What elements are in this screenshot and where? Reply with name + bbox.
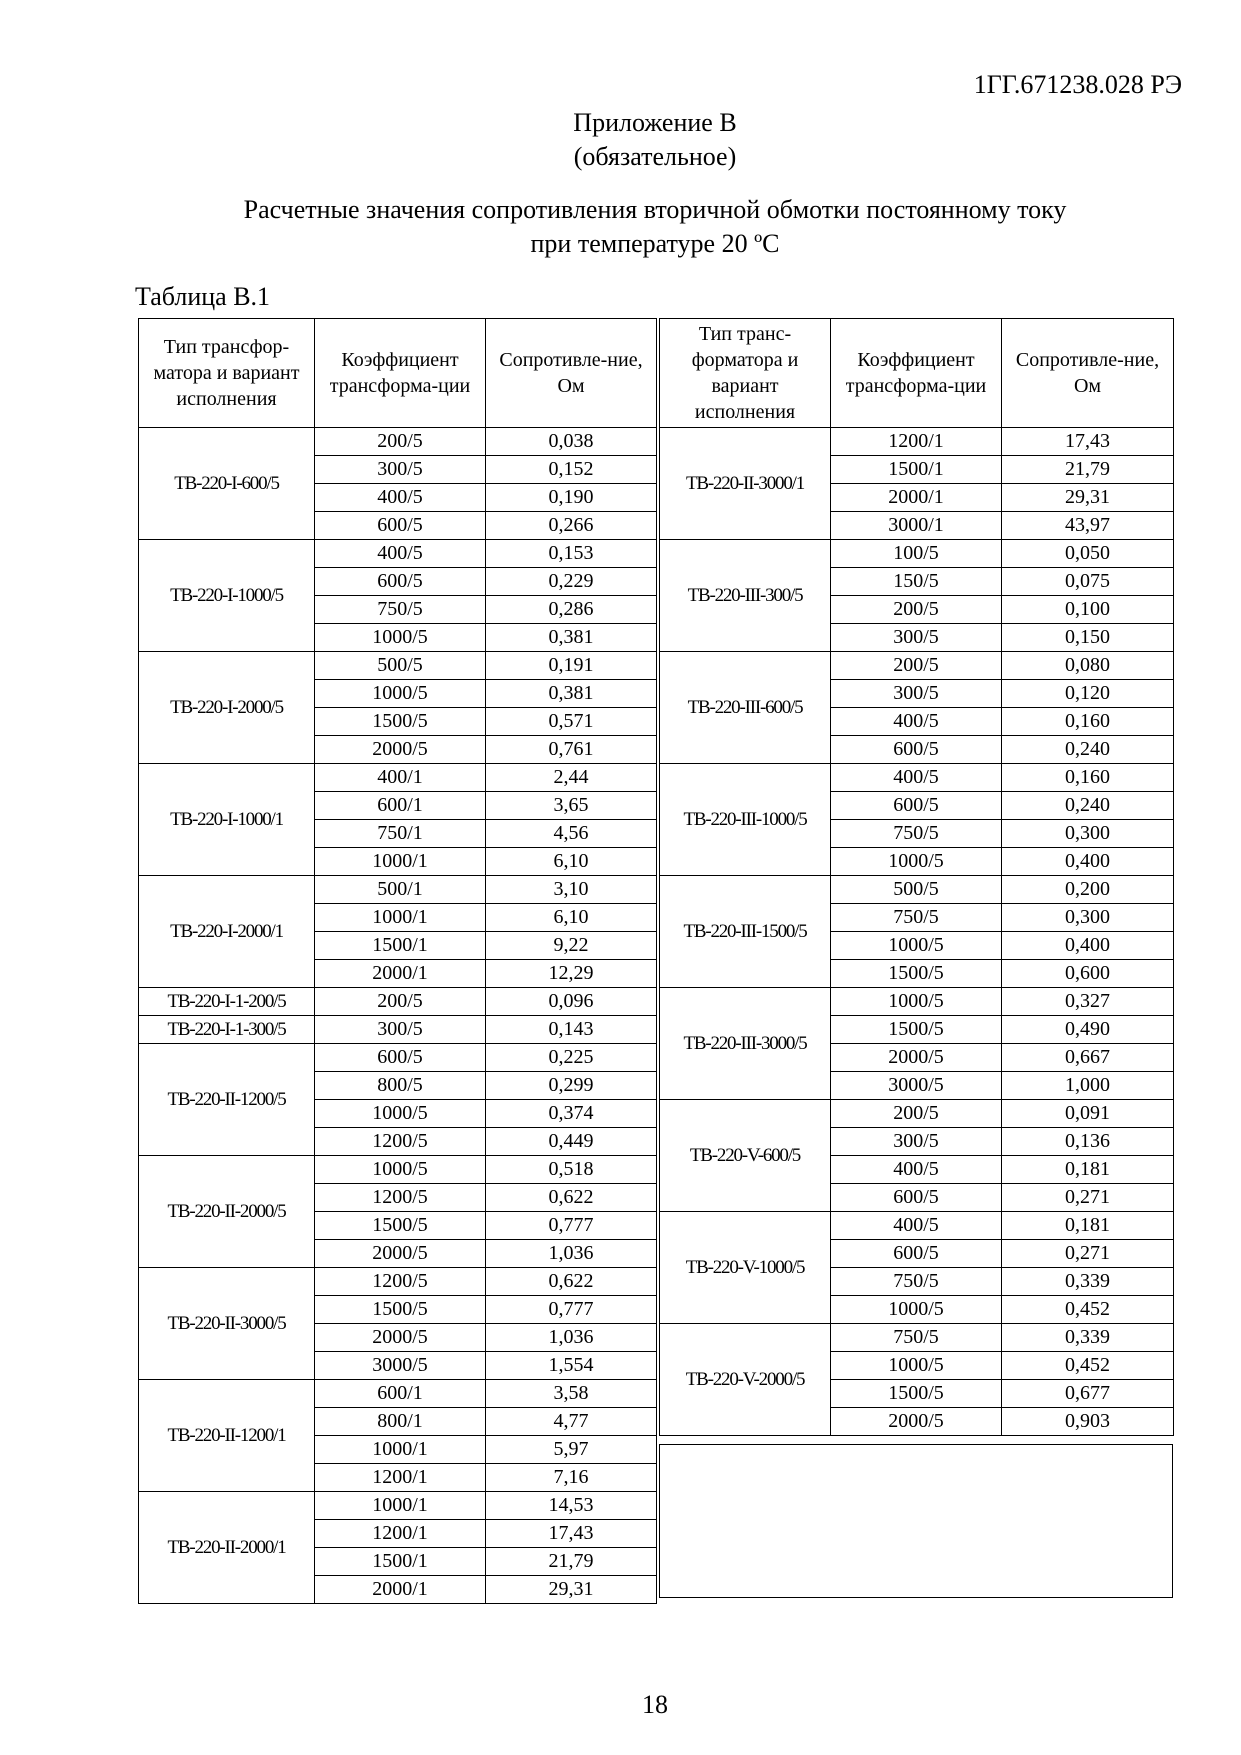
table-caption: Таблица В.1 bbox=[135, 282, 271, 311]
resistance-cell: 0,777 bbox=[486, 1212, 657, 1240]
transformer-type-cell: ТВ-220-II-3000/5 bbox=[139, 1268, 315, 1380]
resistance-cell: 0,225 bbox=[486, 1044, 657, 1072]
document-code: 1ГГ.671238.028 РЭ bbox=[973, 70, 1182, 99]
transformer-type-cell: ТВ-220-II-3000/1 bbox=[660, 428, 831, 540]
ratio-cell: 1200/5 bbox=[315, 1268, 486, 1296]
ratio-cell: 750/5 bbox=[831, 904, 1002, 932]
ratio-cell: 1200/5 bbox=[315, 1184, 486, 1212]
transformer-type-cell: ТВ-220-III-3000/5 bbox=[660, 988, 831, 1100]
resistance-cell: 4,56 bbox=[486, 820, 657, 848]
resistance-table-left bbox=[138, 318, 657, 1604]
ratio-cell: 600/5 bbox=[315, 1044, 486, 1072]
transformer-type-cell: ТВ-220-I-1000/1 bbox=[139, 764, 315, 876]
ratio-cell: 400/1 bbox=[315, 764, 486, 792]
resistance-cell: 0,622 bbox=[486, 1184, 657, 1212]
header-type: Тип транс-форматора и вариант исполнения bbox=[660, 319, 831, 428]
resistance-cell: 0,600 bbox=[1002, 960, 1174, 988]
table-row bbox=[660, 1100, 1174, 1128]
resistance-cell: 0,143 bbox=[486, 1016, 657, 1044]
ratio-cell: 800/5 bbox=[315, 1072, 486, 1100]
transformer-type-cell: ТВ-220-III-1000/5 bbox=[660, 764, 831, 876]
ratio-cell: 1000/5 bbox=[831, 1296, 1002, 1324]
resistance-cell: 3,10 bbox=[486, 876, 657, 904]
ratio-cell: 400/5 bbox=[315, 484, 486, 512]
resistance-cell: 0,299 bbox=[486, 1072, 657, 1100]
resistance-cell: 21,79 bbox=[1002, 456, 1174, 484]
transformer-type-cell: ТВ-220-III-600/5 bbox=[660, 652, 831, 764]
table-header-row bbox=[139, 319, 657, 428]
transformer-type-cell: ТВ-220-I-1-300/5 bbox=[139, 1016, 315, 1044]
resistance-cell: 1,036 bbox=[486, 1324, 657, 1352]
ratio-cell: 1200/1 bbox=[315, 1464, 486, 1492]
table-row bbox=[139, 1268, 657, 1296]
ratio-cell: 2000/5 bbox=[315, 1324, 486, 1352]
ratio-cell: 1500/5 bbox=[831, 1016, 1002, 1044]
resistance-cell: 3,58 bbox=[486, 1380, 657, 1408]
ratio-cell: 3000/1 bbox=[831, 512, 1002, 540]
resistance-cell: 0,761 bbox=[486, 736, 657, 764]
ratio-cell: 2000/1 bbox=[831, 484, 1002, 512]
header-ratio: Коэффициент трансформа-ции bbox=[831, 319, 1002, 428]
ratio-cell: 300/5 bbox=[315, 456, 486, 484]
resistance-cell: 6,10 bbox=[486, 848, 657, 876]
ratio-cell: 1000/5 bbox=[831, 848, 1002, 876]
resistance-cell: 0,449 bbox=[486, 1128, 657, 1156]
table-row bbox=[139, 1016, 657, 1044]
ratio-cell: 1000/5 bbox=[315, 1156, 486, 1184]
ratio-cell: 1200/5 bbox=[315, 1128, 486, 1156]
resistance-cell: 0,271 bbox=[1002, 1184, 1174, 1212]
table-body-left bbox=[139, 428, 657, 1604]
resistance-cell: 0,452 bbox=[1002, 1352, 1174, 1380]
ratio-cell: 3000/5 bbox=[315, 1352, 486, 1380]
resistance-cell: 5,97 bbox=[486, 1436, 657, 1464]
resistance-cell: 0,490 bbox=[1002, 1016, 1174, 1044]
ratio-cell: 1000/5 bbox=[315, 680, 486, 708]
ratio-cell: 1500/5 bbox=[315, 1212, 486, 1240]
ratio-cell: 1000/1 bbox=[315, 904, 486, 932]
ratio-cell: 3000/5 bbox=[831, 1072, 1002, 1100]
resistance-cell: 29,31 bbox=[1002, 484, 1174, 512]
ratio-cell: 1500/5 bbox=[315, 708, 486, 736]
resistance-cell: 0,903 bbox=[1002, 1408, 1174, 1436]
page-number: 18 bbox=[642, 1690, 668, 1719]
resistance-cell: 0,300 bbox=[1002, 820, 1174, 848]
ratio-cell: 200/5 bbox=[315, 988, 486, 1016]
table-row bbox=[660, 1324, 1174, 1352]
table-row bbox=[139, 876, 657, 904]
resistance-cell: 0,075 bbox=[1002, 568, 1174, 596]
resistance-cell: 4,77 bbox=[486, 1408, 657, 1436]
ratio-cell: 600/1 bbox=[315, 792, 486, 820]
ratio-cell: 100/5 bbox=[831, 540, 1002, 568]
transformer-type-cell: ТВ-220-V-600/5 bbox=[660, 1100, 831, 1212]
table-row bbox=[660, 540, 1174, 568]
table-row bbox=[139, 764, 657, 792]
transformer-type-cell: ТВ-220-II-2000/1 bbox=[139, 1492, 315, 1604]
ratio-cell: 800/1 bbox=[315, 1408, 486, 1436]
transformer-type-cell: ТВ-220-V-1000/5 bbox=[660, 1212, 831, 1324]
ratio-cell: 1500/5 bbox=[315, 1296, 486, 1324]
ratio-cell: 2000/5 bbox=[315, 736, 486, 764]
ratio-cell: 200/5 bbox=[831, 1100, 1002, 1128]
table-row bbox=[139, 1156, 657, 1184]
resistance-cell: 0,339 bbox=[1002, 1268, 1174, 1296]
header-type: Тип трансфор-матора и вариант исполнения bbox=[139, 319, 315, 428]
transformer-type-cell: ТВ-220-I-2000/5 bbox=[139, 652, 315, 764]
ratio-cell: 2000/5 bbox=[315, 1240, 486, 1268]
table-row bbox=[139, 988, 657, 1016]
empty-table-area bbox=[659, 1444, 1173, 1598]
resistance-cell: 14,53 bbox=[486, 1492, 657, 1520]
ratio-cell: 600/1 bbox=[315, 1380, 486, 1408]
ratio-cell: 1500/1 bbox=[315, 932, 486, 960]
resistance-cell: 17,43 bbox=[486, 1520, 657, 1548]
ratio-cell: 2000/1 bbox=[315, 960, 486, 988]
table-row bbox=[139, 540, 657, 568]
resistance-cell: 0,518 bbox=[486, 1156, 657, 1184]
resistance-cell: 0,286 bbox=[486, 596, 657, 624]
resistance-cell: 0,181 bbox=[1002, 1156, 1174, 1184]
resistance-cell: 0,571 bbox=[486, 708, 657, 736]
ratio-cell: 1000/5 bbox=[315, 624, 486, 652]
resistance-cell: 0,160 bbox=[1002, 708, 1174, 736]
ratio-cell: 1000/5 bbox=[831, 1352, 1002, 1380]
transformer-type-cell: ТВ-220-I-1000/5 bbox=[139, 540, 315, 652]
resistance-cell: 1,554 bbox=[486, 1352, 657, 1380]
resistance-cell: 0,667 bbox=[1002, 1044, 1174, 1072]
resistance-cell: 2,44 bbox=[486, 764, 657, 792]
ratio-cell: 2000/1 bbox=[315, 1576, 486, 1604]
resistance-cell: 0,400 bbox=[1002, 932, 1174, 960]
resistance-cell: 0,038 bbox=[486, 428, 657, 456]
header-ratio: Коэффициент трансформа-ции bbox=[315, 319, 486, 428]
transformer-type-cell: ТВ-220-III-1500/5 bbox=[660, 876, 831, 988]
ratio-cell: 400/5 bbox=[831, 764, 1002, 792]
table-row bbox=[660, 1212, 1174, 1240]
resistance-cell: 0,266 bbox=[486, 512, 657, 540]
resistance-table-right bbox=[659, 318, 1174, 1436]
resistance-cell: 0,381 bbox=[486, 680, 657, 708]
ratio-cell: 150/5 bbox=[831, 568, 1002, 596]
ratio-cell: 300/5 bbox=[831, 624, 1002, 652]
resistance-cell: 0,677 bbox=[1002, 1380, 1174, 1408]
transformer-type-cell: ТВ-220-II-1200/5 bbox=[139, 1044, 315, 1156]
transformer-type-cell: ТВ-220-I-1-200/5 bbox=[139, 988, 315, 1016]
ratio-cell: 1000/1 bbox=[315, 848, 486, 876]
resistance-cell: 0,400 bbox=[1002, 848, 1174, 876]
transformer-type-cell: ТВ-220-III-300/5 bbox=[660, 540, 831, 652]
resistance-cell: 0,100 bbox=[1002, 596, 1174, 624]
resistance-cell: 1,036 bbox=[486, 1240, 657, 1268]
ratio-cell: 200/5 bbox=[315, 428, 486, 456]
resistance-cell: 0,096 bbox=[486, 988, 657, 1016]
resistance-cell: 0,190 bbox=[486, 484, 657, 512]
ratio-cell: 600/5 bbox=[831, 792, 1002, 820]
table-heading-line-2: при температуре 20 ºС bbox=[530, 229, 780, 258]
resistance-cell: 0,339 bbox=[1002, 1324, 1174, 1352]
resistance-cell: 0,374 bbox=[486, 1100, 657, 1128]
ratio-cell: 1200/1 bbox=[831, 428, 1002, 456]
ratio-cell: 750/1 bbox=[315, 820, 486, 848]
ratio-cell: 400/5 bbox=[831, 1156, 1002, 1184]
ratio-cell: 400/5 bbox=[831, 1212, 1002, 1240]
resistance-cell: 0,150 bbox=[1002, 624, 1174, 652]
table-row bbox=[660, 988, 1174, 1016]
resistance-cell: 0,050 bbox=[1002, 540, 1174, 568]
resistance-cell: 0,136 bbox=[1002, 1128, 1174, 1156]
resistance-cell: 3,65 bbox=[486, 792, 657, 820]
ratio-cell: 500/5 bbox=[831, 876, 1002, 904]
resistance-cell: 17,43 bbox=[1002, 428, 1174, 456]
ratio-cell: 1000/5 bbox=[315, 1100, 486, 1128]
ratio-cell: 400/5 bbox=[315, 540, 486, 568]
ratio-cell: 300/5 bbox=[831, 1128, 1002, 1156]
ratio-cell: 300/5 bbox=[831, 680, 1002, 708]
ratio-cell: 1000/1 bbox=[315, 1436, 486, 1464]
header-resistance: Сопротивле-ние, Ом bbox=[486, 319, 657, 428]
ratio-cell: 1200/1 bbox=[315, 1520, 486, 1548]
table-row bbox=[660, 876, 1174, 904]
ratio-cell: 750/5 bbox=[831, 1324, 1002, 1352]
table-row bbox=[139, 1044, 657, 1072]
resistance-cell: 0,327 bbox=[1002, 988, 1174, 1016]
table-row bbox=[660, 652, 1174, 680]
resistance-cell: 0,181 bbox=[1002, 1212, 1174, 1240]
transformer-type-cell: ТВ-220-II-1200/1 bbox=[139, 1380, 315, 1492]
appendix-title: Приложение В bbox=[573, 108, 737, 137]
resistance-cell: 0,153 bbox=[486, 540, 657, 568]
ratio-cell: 1500/5 bbox=[831, 960, 1002, 988]
resistance-cell: 1,000 bbox=[1002, 1072, 1174, 1100]
resistance-cell: 0,452 bbox=[1002, 1296, 1174, 1324]
table-heading-line-1: Расчетные значения сопротивления вторичной обмотки постоянному току bbox=[243, 195, 1067, 224]
transformer-type-cell: ТВ-220-II-2000/5 bbox=[139, 1156, 315, 1268]
resistance-cell: 0,120 bbox=[1002, 680, 1174, 708]
ratio-cell: 600/5 bbox=[831, 1240, 1002, 1268]
table-row bbox=[660, 764, 1174, 792]
ratio-cell: 2000/5 bbox=[831, 1044, 1002, 1072]
resistance-cell: 0,240 bbox=[1002, 792, 1174, 820]
resistance-cell: 7,16 bbox=[486, 1464, 657, 1492]
ratio-cell: 1500/5 bbox=[831, 1380, 1002, 1408]
ratio-cell: 1500/1 bbox=[831, 456, 1002, 484]
ratio-cell: 400/5 bbox=[831, 708, 1002, 736]
ratio-cell: 1500/1 bbox=[315, 1548, 486, 1576]
ratio-cell: 600/5 bbox=[831, 1184, 1002, 1212]
resistance-cell: 0,091 bbox=[1002, 1100, 1174, 1128]
table-row bbox=[139, 1380, 657, 1408]
table-row bbox=[139, 428, 657, 456]
resistance-cell: 0,622 bbox=[486, 1268, 657, 1296]
resistance-cell: 0,229 bbox=[486, 568, 657, 596]
ratio-cell: 750/5 bbox=[831, 1268, 1002, 1296]
header-resistance: Сопротивле-ние, Ом bbox=[1002, 319, 1174, 428]
ratio-cell: 600/5 bbox=[315, 568, 486, 596]
ratio-cell: 500/1 bbox=[315, 876, 486, 904]
table-row bbox=[139, 1492, 657, 1520]
transformer-type-cell: ТВ-220-V-2000/5 bbox=[660, 1324, 831, 1436]
resistance-cell: 12,29 bbox=[486, 960, 657, 988]
ratio-cell: 600/5 bbox=[831, 736, 1002, 764]
ratio-cell: 200/5 bbox=[831, 596, 1002, 624]
appendix-status: (обязательное) bbox=[573, 142, 737, 171]
ratio-cell: 1000/5 bbox=[831, 932, 1002, 960]
resistance-cell: 0,200 bbox=[1002, 876, 1174, 904]
resistance-cell: 9,22 bbox=[486, 932, 657, 960]
ratio-cell: 200/5 bbox=[831, 652, 1002, 680]
transformer-type-cell: ТВ-220-I-600/5 bbox=[139, 428, 315, 540]
resistance-cell: 0,160 bbox=[1002, 764, 1174, 792]
resistance-cell: 0,271 bbox=[1002, 1240, 1174, 1268]
resistance-cell: 0,240 bbox=[1002, 736, 1174, 764]
ratio-cell: 750/5 bbox=[831, 820, 1002, 848]
resistance-cell: 0,300 bbox=[1002, 904, 1174, 932]
resistance-cell: 43,97 bbox=[1002, 512, 1174, 540]
ratio-cell: 500/5 bbox=[315, 652, 486, 680]
resistance-cell: 0,080 bbox=[1002, 652, 1174, 680]
ratio-cell: 1000/5 bbox=[831, 988, 1002, 1016]
resistance-cell: 6,10 bbox=[486, 904, 657, 932]
resistance-cell: 0,777 bbox=[486, 1296, 657, 1324]
resistance-cell: 0,381 bbox=[486, 624, 657, 652]
resistance-cell: 0,152 bbox=[486, 456, 657, 484]
table-header-row bbox=[660, 319, 1174, 428]
table-body-right bbox=[660, 428, 1174, 1436]
table-row bbox=[139, 652, 657, 680]
table-row bbox=[660, 428, 1174, 456]
resistance-cell: 21,79 bbox=[486, 1548, 657, 1576]
resistance-cell: 29,31 bbox=[486, 1576, 657, 1604]
ratio-cell: 750/5 bbox=[315, 596, 486, 624]
transformer-type-cell: ТВ-220-I-2000/1 bbox=[139, 876, 315, 988]
ratio-cell: 300/5 bbox=[315, 1016, 486, 1044]
ratio-cell: 600/5 bbox=[315, 512, 486, 540]
ratio-cell: 1000/1 bbox=[315, 1492, 486, 1520]
resistance-cell: 0,191 bbox=[486, 652, 657, 680]
ratio-cell: 2000/5 bbox=[831, 1408, 1002, 1436]
